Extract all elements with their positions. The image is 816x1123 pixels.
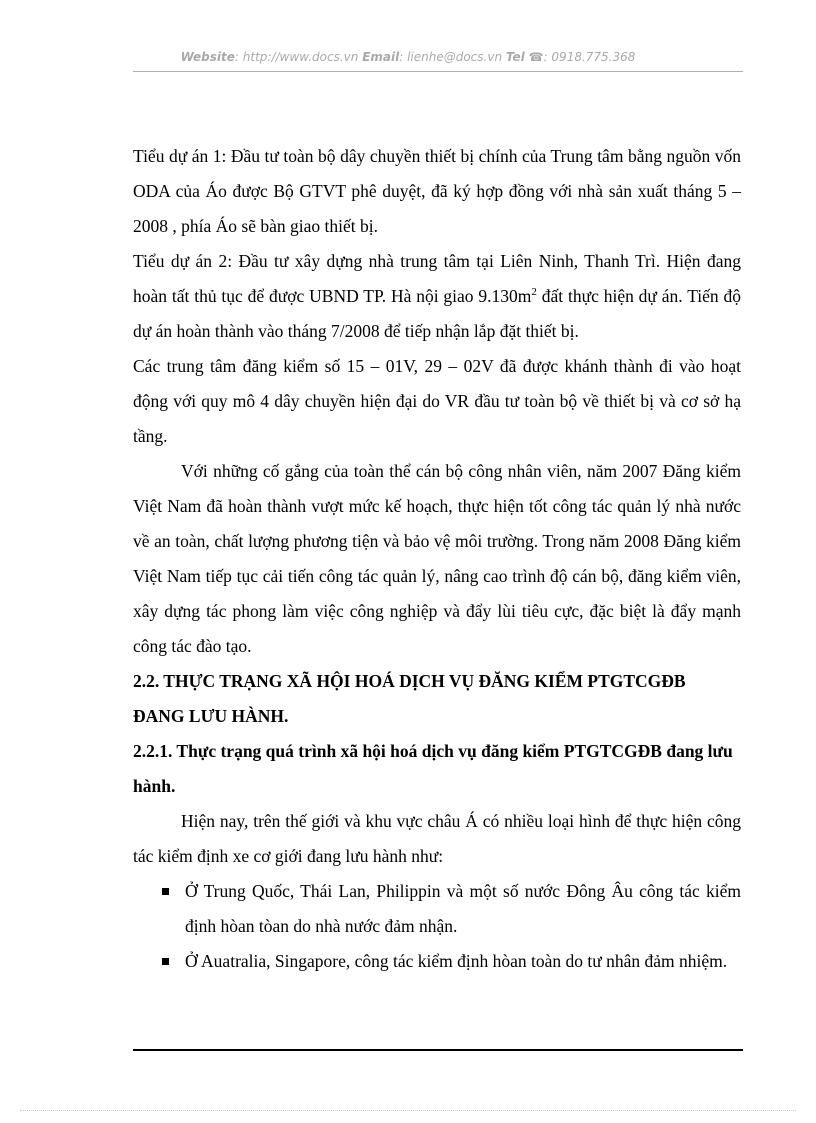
section-heading-2-2: 2.2. THỰC TRẠNG XÃ HỘI HOÁ DỊCH VỤ ĐĂNG KIỂM PTGTCGĐB ĐANG LƯU HÀNH. [133, 671, 686, 726]
tel-value: : 0918.775.368 [543, 50, 636, 64]
website-label: Website [180, 50, 235, 64]
footer-divider [133, 1049, 743, 1051]
page-header [0, 50, 816, 64]
tel-label: Tel [505, 50, 525, 64]
bullet-square-icon [162, 958, 169, 965]
paragraph-sub-project-1: Tiểu dự án 1: Đầu tư toàn bộ dây chuyền thiết bị chính của Trung tâm bằng nguồn vốn ODA của Áo được Bộ GTVT phê duyệt, đã ký hợp đồng với nhà sản xuất tháng 5 – 2008 , phía Áo sẽ bàn giao thiết bị. [133, 146, 741, 236]
paragraph-inspection-centers: Các trung tâm đăng kiểm số 15 – 01V, 29 – 02V đã được khánh thành đi vào hoạt động với quy mô 4 dây chuyền hiện đại do VR đầu tư toàn bộ về thiết bị và cơ sở hạ tầng. [133, 356, 741, 446]
page-content [133, 139, 741, 979]
paragraph-achievements: Với những cố gắng của toàn thể cán bộ công nhân viên, năm 2007 Đăng kiểm Việt Nam đã hoàn thành vượt mức kế hoạch, thực hiện tốt công tác quản lý nhà nước về an toàn, chất lượng phương tiện và bảo vệ môi trường. Trong năm 2008 Đăng kiểm Việt Nam tiếp tục cải tiến công tác quản lý, nâng cao trình độ cán bộ, đăng kiểm viên, xây dựng tác phong làm việc công nghiệp và đẩy lùi tiêu cực, đặc biệt là đẩy mạnh công tác đào tạo. [133, 461, 741, 656]
list-item [133, 874, 741, 944]
list-item [133, 944, 741, 979]
p2-superscript: 2 [531, 286, 537, 299]
phone-icon: ☎ [528, 50, 544, 64]
paragraph-intro-models: Hiện nay, trên thế giới và khu vực châu Á có nhiều loại hình để thực hiện công tác kiểm định xe cơ giới đang lưu hành như: [133, 811, 741, 866]
email-label: Email [362, 50, 400, 64]
website-value: : http://www.docs.vn [234, 50, 359, 64]
subsection-heading-2-2-1: 2.2.1. Thực trạng quá trình xã hội hoá dịch vụ đăng kiểm PTGTCGĐB đang lưu hành. [133, 741, 733, 796]
bullet-text: Ở Auatralia, Singapore, công tác kiểm định hòan toàn do tư nhân đảm nhiệm. [185, 951, 728, 971]
header-divider [133, 71, 743, 72]
bullet-text: Ở Trung Quốc, Thái Lan, Philippin và một số nước Đông Âu công tác kiểm định hòan tòan do nhà nước đảm nhận. [185, 881, 741, 936]
p2-text-a: Tiểu dự án 2: Đầu tư xây dựng nhà trung tâm tại Liên Ninh, Thanh Trì. Hiện đang hoàn tất thủ tục để được UBND TP. Hà nội giao 9.130m [133, 251, 741, 306]
bullet-square-icon [162, 888, 169, 895]
p2-text-b: đất thực hiện dự án. Tiến độ dự án hoàn thành vào tháng 7/2008 để tiếp nhận lắp đặt thiết bị. [133, 286, 741, 341]
page-bottom-border [20, 1110, 796, 1111]
email-value: : lienhe@docs.vn [399, 50, 503, 64]
paragraph-sub-project-2 [133, 244, 741, 349]
